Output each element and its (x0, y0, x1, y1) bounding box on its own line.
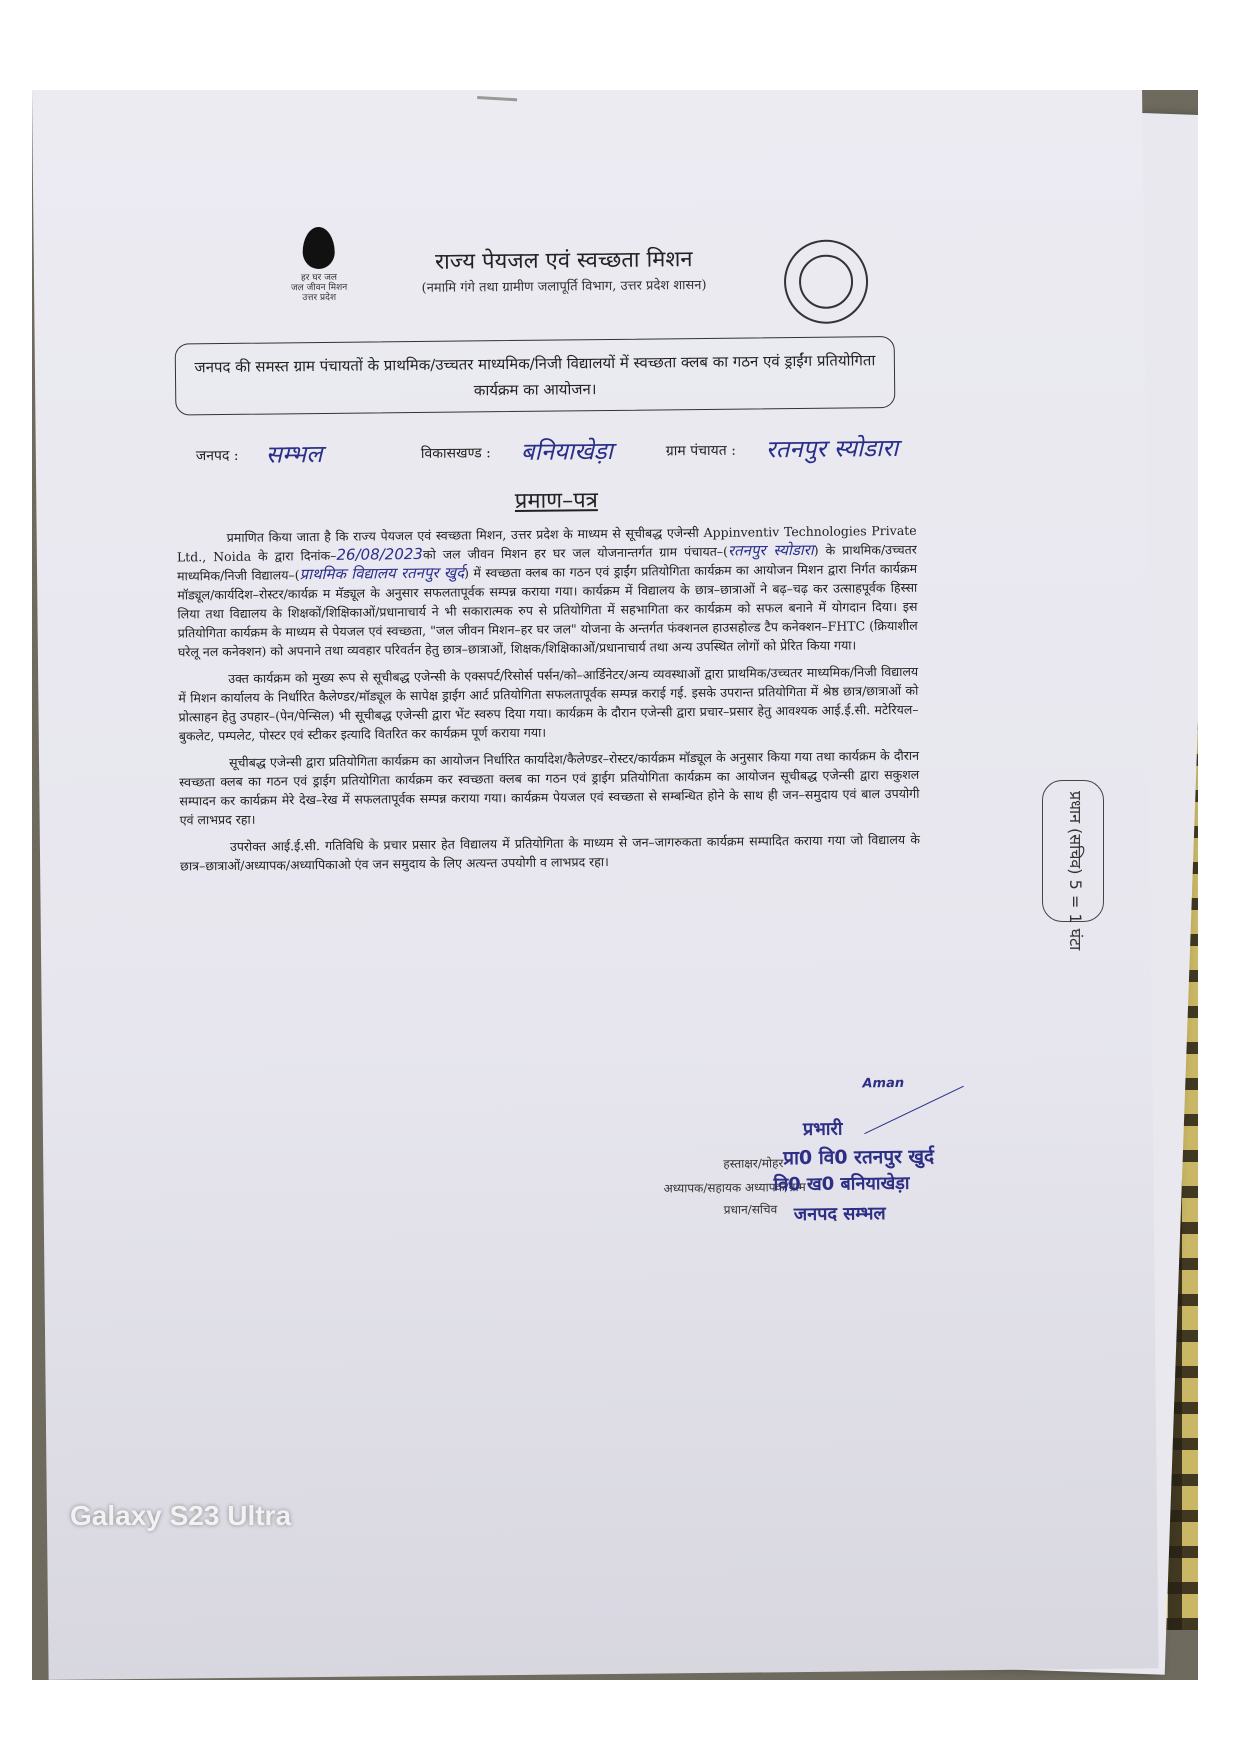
certificate-sheet (32, 90, 1159, 1680)
logo-text-line: जल जीवन मिशन (290, 282, 348, 294)
signature-area (662, 1075, 984, 1243)
mission-title: राज्य पेयजल एवं स्वच्छता मिशन (434, 247, 693, 275)
janpad-value: सम्भल (265, 439, 323, 469)
staple-mark (477, 96, 517, 101)
jal-jeevan-mission-logo (283, 227, 354, 318)
printed-line-1: हस्ताक्षर/मोहर (723, 1156, 784, 1171)
gram-panchayat-inline: रतनपुर स्योडारा (727, 540, 814, 560)
document-photo (32, 90, 1198, 1680)
janpad-label: जनपद : (195, 447, 239, 465)
school-name-inline: प्राथमिक विद्यालय रतनपुर खुर्द (299, 563, 465, 584)
vikaskhand-label: विकासखण्ड : (420, 445, 491, 462)
printed-line-2: अध्यापक/सहायक अध्यापक/ग्राम (663, 1179, 806, 1196)
stamp-line-3: वि0 ख0 बनियाखेड़ा (773, 1172, 910, 1196)
signature-scribble (851, 1059, 964, 1134)
logo-text-line: उत्तर प्रदेश (302, 292, 337, 304)
vikaskhand-value: बनियाखेड़ा (520, 436, 614, 466)
paragraph-3: सूचीबद्ध एजेन्सी द्वारा प्रतियोगिता कार्यक्रम का आयोजन निर्धारित कार्यादेश/कैलेण्डर–रोस्टर/कार्यक्रम मॉड्यूल के अनुसार किया गया तथा कार्यक्रम के दौरान स्वच्छता क्लब का गठन एवं ड्राईग प्रतियोगिता कार्यक्रम कर स्वच्छता क्लब का गठन एवं ड्राईग प्रतियोगिता कार्यक्रम का आयोजन सूचीबद्ध एजेन्सी द्वारा सकुशल सम्पादन कर कार्यक्रम मेरे देख–रेख में सफलतापूर्वक सम्पन्न कराया गया। कार्यक्रम पेयजल एवं स्वच्छता से सम्बन्धित होने के साथ ही जन–समुदाय एवं बाल उपयोगी एवं लाभप्रद रहा। (179, 747, 920, 828)
stamp-line-4: जनपद सम्भल (793, 1203, 886, 1226)
signature-name: Aman (862, 1075, 905, 1092)
gram-panchayat-value: रतनपुर स्योडारा (765, 433, 899, 464)
paragraph-2: उक्त कार्यक्रम को मुख्य रूप से सूचीबद्ध एजेन्सी के एक्सपर्ट/रिसोर्स पर्सन/को–आर्डिनेटर/अन्य व्यवस्थाओं द्वारा प्राथमिक/उच्चतर माध्यमिक/निजी विद्यालय में मिशन कार्यालय के निर्धारित कैलेण्डर/मॉड्यूल के सापेक्ष ड्राईग आर्ट प्रतियोगिता सफलतापूर्वक सम्पन्न कराई गई. इसके उपरान्त प्रतियोगिता में श्रेष्ठ छात्र/छात्राओं को प्रोत्साहन हेतु उपहार–(पेन/पेन्सिल) भी सूचीबद्ध एजेन्सी द्वारा भेंट स्वरुप दिया गया। कार्यक्रम के दौरान एजेन्सी द्वारा प्रचार–प्रसार हेतु आवश्यक आई.ई.सी. मटेरियल–बुकलेट, पम्पलेट, पोस्टर एवं स्टीकर इत्यादि वितरित कर कार्यक्रम पूर्ण कराया गया। (178, 663, 919, 744)
water-drop-tap-icon (302, 227, 334, 269)
paragraph-4: उपरोक्त आई.ई.सी. गतिविधि के प्रचार प्रसार हेत विद्यालय में प्रतियोगिता के माध्यम से जन–जागरुकता कार्यक्रम सम्पादित कराया गया जो विद्यालय के छात्र–छात्राओं/अध्यापक/अध्यापिकाओ एंव जन समुदाय के लिए अत्यन्त उपयोगी व लाभप्रद रहा। (180, 831, 920, 874)
paragraph-1: प्रमाणित किया जाता है कि राज्य पेयजल एवं स्वच्छता मिशन, उत्तर प्रदेश के माध्यम से सूचीबद्ध एजेन्सी Appinventiv Technologies Private Ltd., Noida के द्वारा दिनांक–26/08/2023को जल जीवन मिशन हर घर जल योजनान्तर्गत ग्राम पंचायत–(रतनपुर स्योडारा) के प्राथमिक/उच्चतर माध्यमिक/निजी विद्यालय–(प्राथमिक विद्यालय रतनपुर खुर्द) में स्वच्छता क्लब का गठन एवं ड्राईंग प्रतियोगिता कार्यक्रम का आयोजन मिशन द्वारा निर्गत कार्यक्रम मॉड्यूल/कार्यदिश–रोस्टर/कार्यक्र म मॅड्यूल के अनुसार सफलतापूर्वक सम्पन्न कराया गया। कार्यक्रम में विद्यालय के छात्र–छात्राओं ने बढ़–चढ़ कर उत्साहपूर्वक हिस्सा लिया तथा विद्यालय के शिक्षकों/शिक्षिकाओं/प्रधानाचार्य ने भी सकारात्मक रुप से प्रतियोगिता में सहभागिता कर कार्यक्रम को सफल बनाने में योगदान दिया। इस प्रतियोगिता कार्यक्रम के माध्यम से पेयजल एवं स्वच्छता, "जल जीवन मिशन–हर घर जल" योजना के अन्तर्गत फंक्शनल हाउसहोल्ड टैप कनेक्शन–FHTC (क्रियाशील घरेलू नल कनेक्शन) को अपनाने तथा व्यवहार परिवर्तन हेतु छात्र–छात्राओं, शिक्षक/शिक्षिकाओं/प्रधानाचार्य तथा अन्य उपस्थित लोगों को प्रेरित किया गया। (176, 522, 918, 660)
mission-subtitle: (नमामि गंगे तथा ग्रामीण जलापूर्ति विभाग, उत्तर प्रदेश शासन) (421, 277, 707, 296)
margin-note: प्रधान (सचिव) 5 = 1 घंटा (1042, 780, 1104, 922)
logo-text-line: हर घर जल (300, 272, 338, 284)
gram-panchayat-label: ग्राम पंचायत : (665, 442, 736, 460)
up-government-seal-icon (784, 239, 869, 324)
certificate-title: प्रमाण–पत्र (514, 488, 598, 514)
stamp-line-2: प्रा0 वि0 रतनपुर खुर्द (783, 1145, 935, 1170)
notice-box: जनपद की समस्त ग्राम पंचायतों के प्राथमिक/उच्चतर माध्यमिक/निजी विद्यालयों में स्वच्छता क्लब का गठन एवं ड्राईंग प्रतियोगिता कार्यक्रम का आयोजन। (175, 336, 896, 416)
printed-line-3: प्रधान/सचिव (723, 1202, 778, 1217)
stamp-line-1: प्रभारी (802, 1118, 843, 1140)
document-header (33, 218, 1144, 350)
camera-watermark: Galaxy S23 Ultra (70, 1500, 292, 1531)
program-date: 26/08/2023 (336, 544, 424, 564)
certificate-body (177, 521, 922, 1049)
location-fields (176, 429, 1076, 478)
